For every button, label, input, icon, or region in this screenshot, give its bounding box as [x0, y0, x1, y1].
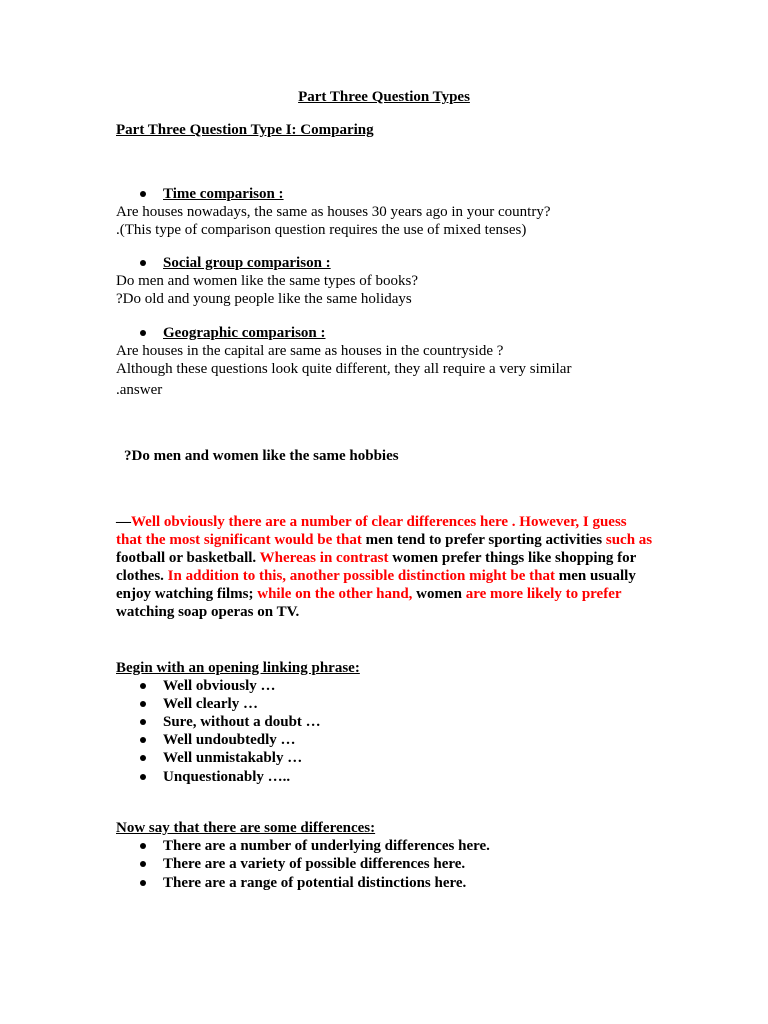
social-comparison-line2: ?Do old and young people like the same holidays — [116, 291, 412, 307]
answer-text: men tend to prefer sporting activities — [361, 532, 606, 548]
bullet-icon — [140, 880, 146, 886]
bullet-icon — [140, 683, 146, 689]
geographic-comparison-line1: Are houses in the capital are same as houses in the countryside ? — [116, 343, 504, 359]
social-comparison-line1: Do men and women like the same types of books? — [116, 273, 419, 289]
answer-text: watching soap operas on TV. — [116, 604, 300, 620]
answer-text: men usually enjoy watching films; — [116, 568, 636, 602]
opening-phrase-item: Well unmistakably … — [163, 750, 303, 766]
bullet-icon — [140, 755, 146, 761]
opening-phrase-item: Sure, without a doubt … — [163, 714, 321, 730]
bullet-icon — [140, 843, 146, 849]
opening-phrase-item: Well clearly … — [163, 696, 258, 712]
answer-linking-phrase: such as — [605, 532, 653, 548]
difference-item: There are a range of potential distinctions here. — [163, 875, 467, 891]
opening-phrase-item: Well obviously … — [163, 678, 276, 694]
time-comparison-line2: .(This type of comparison question requires the use of mixed tenses) — [116, 222, 527, 238]
sample-answer — [116, 513, 656, 621]
opening-phrase-item: Unquestionably ….. — [163, 769, 291, 785]
section-heading: Part Three Question Type I: Comparing — [116, 122, 374, 138]
answer-linking-phrase: while on the other hand, — [257, 586, 413, 602]
answer-text: women prefer things like shopping for clothes. — [116, 550, 637, 584]
answer-linking-phrase: Whereas in contrast — [259, 550, 389, 566]
sample-question: ?Do men and women like the same hobbies — [124, 448, 399, 464]
bullet-icon — [140, 774, 146, 780]
differences-heading: Now say that there are some differences: — [116, 820, 376, 836]
answer-dash: — — [116, 514, 131, 530]
time-comparison-line1: Are houses nowadays, the same as houses 30 years ago in your country? — [116, 204, 551, 220]
page-title: Part Three Question Types — [298, 89, 470, 105]
bullet-icon — [140, 719, 146, 725]
answer-text: football or basketball. — [116, 550, 260, 566]
geographic-comparison-line2: Although these questions look quite different, they all require a very similar — [116, 361, 572, 377]
answer-linking-phrase: another possible distinction might be that — [289, 568, 555, 584]
social-comparison-heading: Social group comparison : — [163, 255, 331, 271]
bullet-icon — [140, 861, 146, 867]
geographic-comparison-line3: .answer — [116, 382, 163, 398]
difference-item: There are a variety of possible differences here. — [163, 856, 466, 872]
answer-comma: , — [282, 568, 290, 584]
opening-phrases-heading: Begin with an opening linking phrase: — [116, 660, 360, 676]
answer-linking-phrase: are more likely to prefer — [465, 586, 622, 602]
geographic-comparison-heading: Geographic comparison : — [163, 325, 326, 341]
bullet-icon — [140, 330, 146, 336]
bullet-icon — [140, 701, 146, 707]
bullet-icon — [140, 191, 146, 197]
bullet-icon — [140, 260, 146, 266]
answer-text: women — [412, 586, 466, 602]
answer-linking-phrase: In addition to this — [167, 568, 283, 584]
time-comparison-heading: Time comparison : — [163, 186, 284, 202]
bullet-icon — [140, 737, 146, 743]
opening-phrase-item: Well undoubtedly … — [163, 732, 296, 748]
answer-linking-phrase: Well obviously there are a number of clear differences here . However, I guess that the most significant would be that — [116, 514, 627, 548]
difference-item: There are a number of underlying differences here. — [163, 838, 490, 854]
